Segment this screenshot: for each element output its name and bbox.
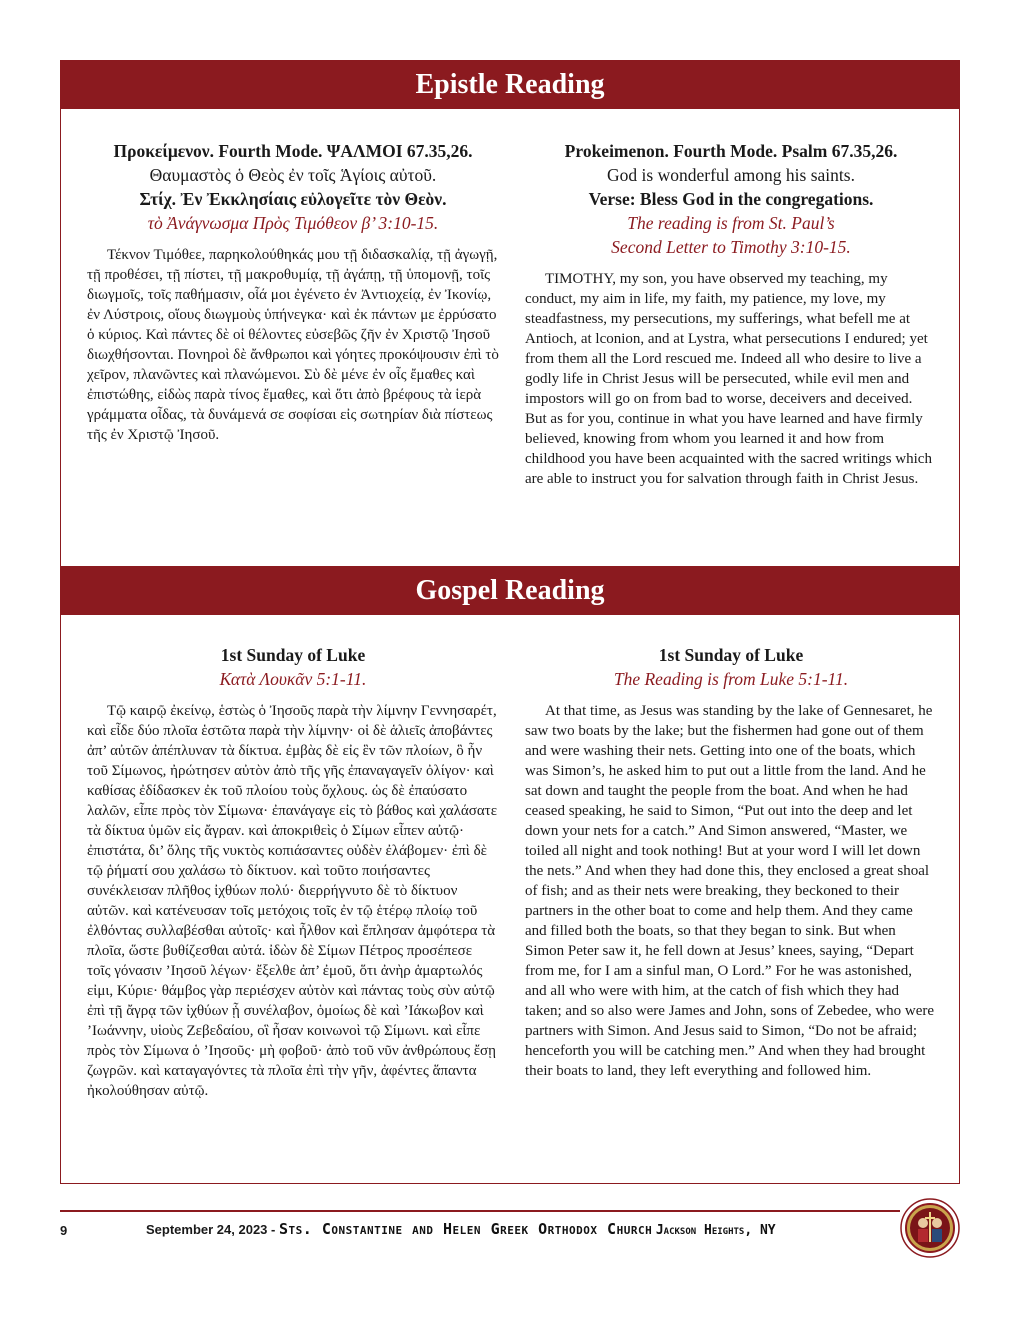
prokeimenon-greek-text: Θαυμαστὸς ὁ Θεὸς ἐν τοῖς Ἁγίοις αὐτοῦ. [149,165,437,185]
gospel-english-sunday: 1st Sunday of Luke [658,645,804,665]
footer-divider [60,1210,900,1212]
gospel-greek-column [87,643,499,1101]
footer-date: September 24, 2023 [146,1222,268,1237]
gospel-english-text: At that time, as Jesus was standing by the lake of Gennesaret, he saw two boats by the lake; but the fishermen had gone out of them and were washing their nets. Getting into one of the boats, which was Simon’s, he asked him to put out a little from the land. And he sat down and taught the people from the boat. And when he had ceased speaking, he said to Simon, “Put out into the deep and let down your nets for a catch.” And Simon answered, “Master, we toiled all night and took nothing! But at your word I will let down the nets.” And when they had done this, they enclosed a great shoal of fish; and as their nets were breaking, they beckoned to their partners in the other boat to come and help them. And they came and filled both the boats, so that they began to sink. But when Simon Peter saw it, he fell down at Jesus’ knees, saying, “Depart from me, for I am a sinful man, O Lord.” For he was astonished, and all who were with him, at the catch of fish which they had taken; and so also were James and John, sons of Zebedee, who were partners with Simon. And Jesus said to Simon, “Do not be afraid; henceforth you will be catching men.” And when they had brought their boats to land, they left everything and followed him. [525,703,935,1079]
footer-text [146,1220,776,1238]
gospel-greek-sunday: 1st Sunday of Luke [220,645,366,665]
epistle-english-text: TIMOTHY, my son, you have observed my teaching, my conduct, my aim in life, my faith, my patience, my love, my steadfastness, my persecutions, my sufferings, what befell me at Antioch, at lconion, and at Lystra, what persecutions I endured; yet from them all the Lord rescued me. Indeed all who desire to live a godly life in Christ Jesus will be persecuted, while evil men and impostors will go on from bad to worse, deceivers and deceived. But as for you, continue in what you have learned and have firmly believed, knowing from whom you learned it and how from childhood you have been acquainted with the sacred writings which are able to instruct you for salvation through faith in Christ Jesus. [525,271,932,487]
reading-english-reference-1: The reading is from St. Paul’s [627,213,835,233]
footer-location: Jackson Heights, NY [655,1223,776,1238]
epistle-section [60,60,960,568]
page-number: 9 [60,1223,68,1238]
epistle-english-column [525,139,937,489]
prokeimenon-english-text: God is wonderful among his saints. [607,165,855,185]
gospel-greek-text: Τῷ καιρῷ ἐκείνῳ, ἑστὼς ὁ Ἰησοῦς παρὰ τὴν λίμνην Γεννησαρέτ, καὶ εἶδε δύο πλοῖα ἑστῶτα παρὰ τὴν λίμνην· οἱ δὲ ἁλιεῖς ἀποβάντες ἀπ’ αὐτῶν ἀπέπλυναν τὰ δίκτυα. ἐμβὰς δὲ εἰς ἓν τῶν πλοίων, ὃ ἦν τοῦ Σίμωνος, ἠρώτησεν αὐτὸν ἀπὸ τῆς γῆς ἐπαναγαγεῖν ὀλίγον· καὶ καθίσας ἐδίδασκεν ἐκ τοῦ πλοίου τοὺς ὄχλους. ὡς δὲ ἐπαύσατο λαλῶν, εἶπε πρὸς τὸν Σίμωνα· ἐπανάγαγε εἰς τὸ βάθος καὶ χαλάσατε τὰ δίκτυα ὑμῶν εἰς ἄγραν. καὶ ἀποκριθεὶς ὁ Σίμων εἶπεν αὐτῷ· ἐπιστάτα, δι’ ὅλης τῆς νυκτὸς κοπιάσαντες οὐδὲν ἐλάβομεν· ἐπὶ δὲ τῷ ῥήματί σου χαλάσω τὸ δίκτυον. καὶ τοῦτο ποιήσαντες συνέκλεισαν πλῆθος ἰχθύων πολύ· διερρήγνυτο δὲ τὸ δίκτυον αὐτῶν. καὶ κατένευσαν τοῖς μετόχοις τοῖς ἐν τῷ ἑτέρῳ πλοίῳ τοῦ ἐλθόντας συλλαβέσθαι αὐτοῖς· καὶ ἦλθον καὶ ἔπλησαν ἀμφότερα τὰ πλοῖα, ὥστε βυθίζεσθαι αὐτά. ἰδὼν δὲ Σίμων Πέτρος προσέπεσε τοῖς γόνασιν ’Ιησοῦ λέγων· ἔξελθε ἀπ’ ἐμοῦ, ὅτι ἀνὴρ ἁμαρτωλός εἰμι, Κύριε· θάμβος γὰρ περιέσχεν αὐτὸν καὶ πάντας τοὺς σὺν αὐτῷ ἐπὶ τῇ ἄγρᾳ τῶν ἰχθύων ᾗ συνέλαβον, ὁμοίως δὲ καὶ ’Ιάκωβον καὶ ’Ιωάννην, υἱοὺς Ζεβεδαίου, οἳ ἦσαν κοινωνοὶ τῷ Σίμωνι. καὶ εἶπε πρὸς τὸν Σίμωνα ὁ ’Ιησοῦς· μὴ φοβοῦ· ἀπὸ τοῦ νῦν ἀνθρώπους ἔσῃ ζωγρῶν. καὶ καταγαγόντες τὰ πλοῖα ἐπὶ τὴν γῆν, ἀφέντες ἅπαντα ἠκολούθησαν αὐτῷ. [87,703,498,1099]
verse-english: Verse: Bless God in the congregations. [588,189,874,209]
epistle-title: Epistle Reading [61,61,959,109]
epistle-greek-heading [87,139,499,235]
prokeimenon-greek: Προκείμενον. Fourth Mode. ΨΑΛΜΟΙ 67.35,26. [113,141,473,161]
epistle-greek-text: Τέκνον Τιμόθεε, παρηκολούθηκάς μου τῇ διδασκαλίᾳ, τῇ ἀγωγῇ, τῇ προθέσει, τῇ πίστει, τῇ μακροθυμίᾳ, τῇ ἀγάπῃ, τῇ ὑπομονῇ, τοῖς διωγμοῖς, τοῖς παθήμασιν, οἷά μοι ἐγένετο ἐν Ἀντιοχείᾳ, ἐν Ἰκονίῳ, ἐν Λύστροις, οἵους διωγμοὺς ὑπήνεγκα· καὶ ἐκ πάντων με ἐρρύσατο ὁ κύριος. Καὶ πάντες δὲ οἱ θέλοντες εὐσεβῶς ζῆν ἐν Χριστῷ Ἰησοῦ διωχθήσονται. Πονηροὶ δὲ ἄνθρωποι καὶ γόητες προκόψουσιν ἐπὶ τὸ χεῖρον, πλανῶντες καὶ πλανώμενοι. Σὺ δὲ μένε ἐν οἷς ἔμαθες καὶ ἐπιστώθης, εἰδὼς παρὰ τίνος ἔμαθες, καὶ ὅτι ἀπὸ βρέφους τὰ ἱερὰ γράμματα οἶδας, τὰ δυνάμενά σε σοφίσαι εἰς σωτηρίαν διὰ πίστεως τῆς ἐν Χριστῷ Ἰησοῦ. [87,247,499,443]
gospel-english-reference: The Reading is from Luke 5:1-11. [613,669,849,689]
gospel-english-heading [525,643,937,691]
reading-greek-reference: τὸ Ἀνάγνωσμα Πρὸς Τιμόθεον β’ 3:10-15. [147,213,439,233]
church-seal-icon [900,1198,960,1258]
gospel-greek-reference: Κατὰ Λουκᾶν 5:1-11. [219,669,367,689]
gospel-title: Gospel Reading [61,567,959,615]
gospel-section [60,566,960,1184]
reading-english-reference-2: Second Letter to Timothy 3:10-15. [611,237,851,257]
gospel-english-column [525,643,937,1081]
verse-greek: Στίχ. Ἐν Ἐκκλησίαις εὐλογεῖτε τὸν Θεὸν. [139,189,447,209]
prokeimenon-english: Prokeimenon. Fourth Mode. Psalm 67.35,26. [564,141,898,161]
footer-separator: - [271,1222,276,1237]
epistle-english-heading [525,139,937,259]
epistle-greek-column [87,139,499,445]
gospel-greek-heading [87,643,499,691]
footer-church-name: Sts. Constantine and Helen Greek Orthodox Church [279,1220,653,1238]
